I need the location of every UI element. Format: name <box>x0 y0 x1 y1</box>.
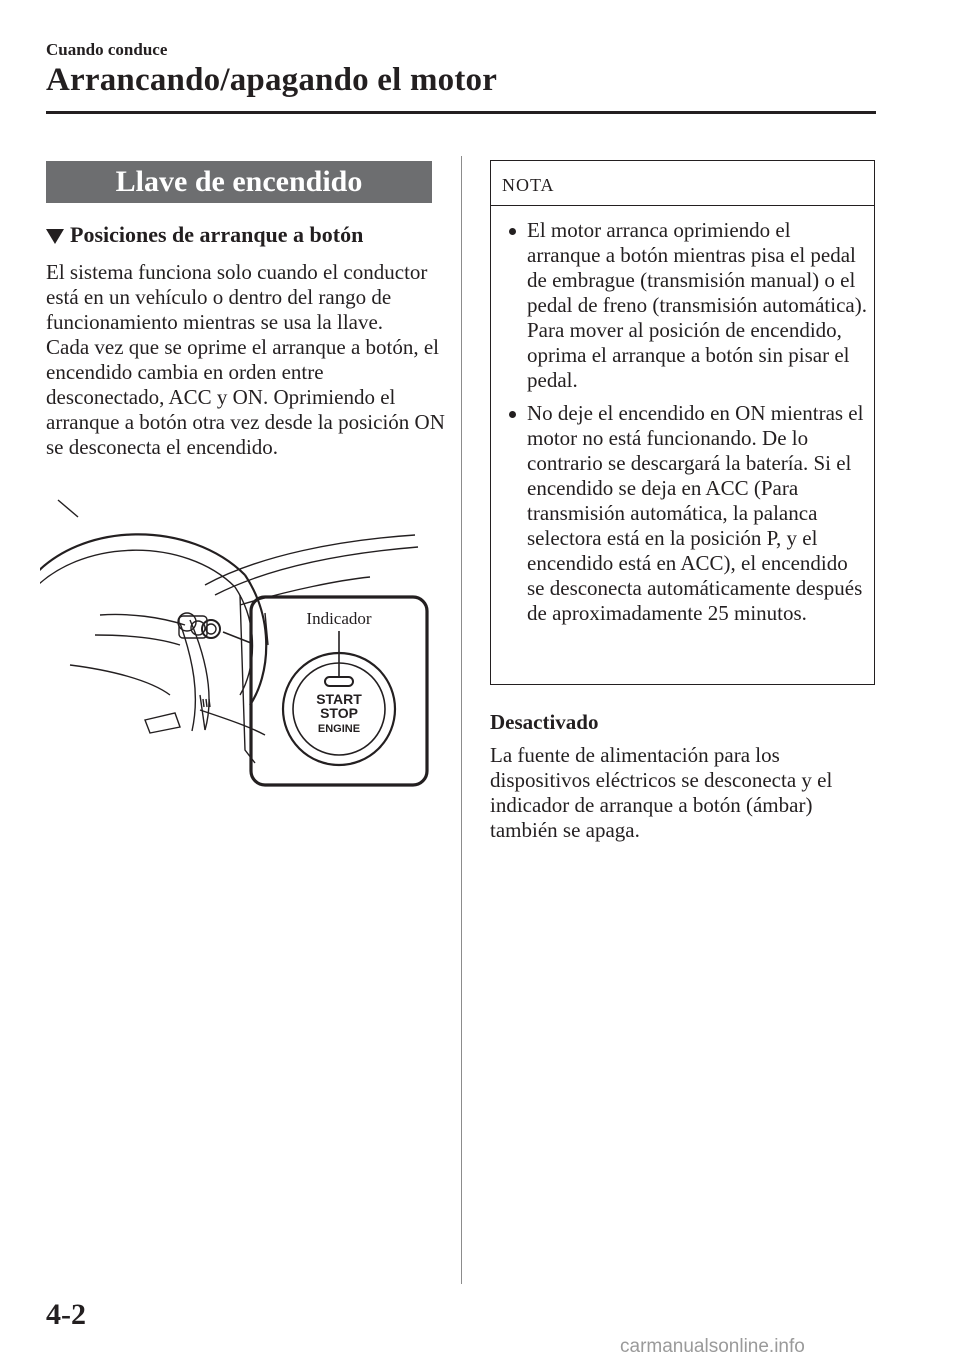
bullet-icon <box>509 411 516 418</box>
note-item-text: El motor arranca oprimiendo el arranque a botón mientras pisa el pedal de embrague (transmisión manual) o el pedal de freno (transmisión automática). Para mover al posición de encendido, oprima el arranque a botón sin pisar el pedal. <box>527 218 867 392</box>
note-item <box>509 218 868 393</box>
note-list <box>491 206 874 626</box>
start-stop-callout <box>251 597 427 785</box>
intro-paragraph: Cada vez que se oprime el arranque a botón, el encendido cambia en orden entre desconectado, ACC y ON. Oprimiendo el arranque a botón otra vez desde la posición ON se desconecta el encendido. <box>46 335 445 459</box>
dashboard-drawing <box>145 535 418 763</box>
deactivated-body: La fuente de alimentación para los dispositivos eléctricos se desconecta y el indicador de arranque a botón (ámbar) también se apaga. <box>490 743 833 842</box>
subsection-heading <box>46 222 363 248</box>
steering-wheel-drawing <box>40 500 266 731</box>
note-item-text: No deje el encendido en ON mientras el motor no está funcionando. De lo contrario se descargará la batería. Si el encendido se deja en ACC (Para transmisión automática, la palanca selectora está en la posición P, y el encendido está en ACC), el encendido se desconecta automáticamente después de aproximadamente 25 minutos. <box>527 401 864 625</box>
title-banner: Llave de encendido <box>46 161 432 203</box>
note-item <box>509 401 868 626</box>
triangle-marker-icon <box>46 229 64 244</box>
intro-text <box>46 260 446 460</box>
page-heading: Arrancando/apagando el motor <box>46 62 498 98</box>
bullet-icon <box>509 228 516 235</box>
note-box <box>490 160 875 685</box>
header-rule <box>46 111 876 114</box>
indicator-label: Indicador <box>306 609 372 628</box>
page-number: 4-2 <box>46 1298 86 1331</box>
engine-label: ENGINE <box>317 723 361 735</box>
section-label: Cuando conduce <box>46 40 168 59</box>
callout-leader-line <box>223 632 251 643</box>
start-label: START <box>316 691 362 707</box>
deactivated-heading: Desactivado <box>490 710 599 734</box>
watermark: carmanualsonline.info <box>620 1336 805 1357</box>
note-heading: NOTA <box>491 161 874 206</box>
subsection-heading-text: Posiciones de arranque a botón <box>70 222 364 247</box>
column-divider <box>461 156 462 1284</box>
stop-label: STOP <box>320 705 358 721</box>
dashboard-illustration <box>40 495 440 790</box>
intro-paragraph: El sistema funciona solo cuando el conductor está en un vehículo o dentro del rango de funcionamiento mientras se usa la llave. <box>46 260 428 334</box>
